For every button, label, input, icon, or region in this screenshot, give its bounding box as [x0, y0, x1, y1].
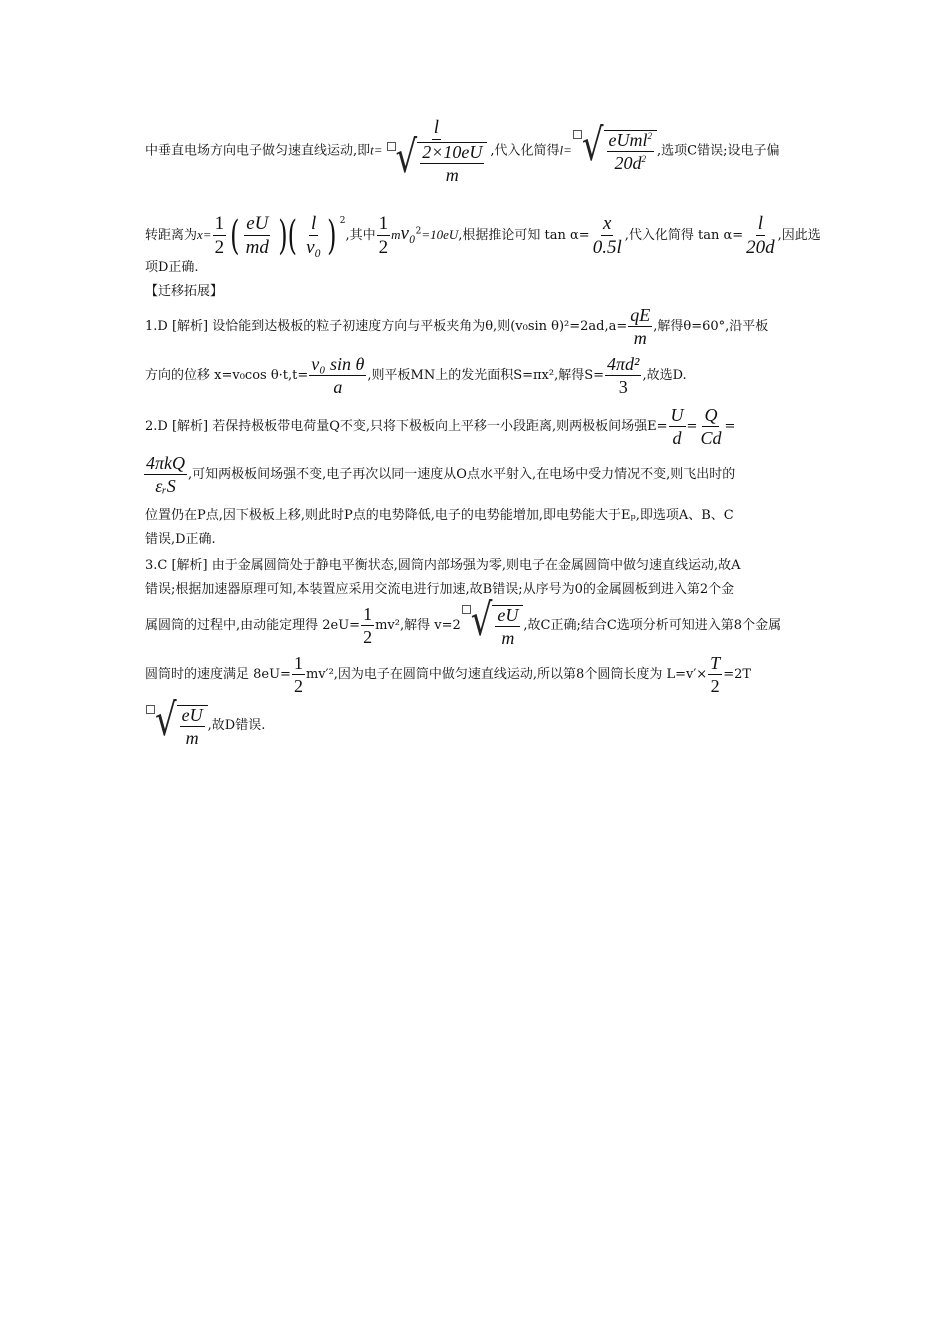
- text: 属圆筒的过程中,由动能定理得 2eU=: [145, 618, 361, 633]
- text: =2T: [723, 667, 752, 682]
- math-text: =10eU: [421, 227, 459, 242]
- num: eUml: [608, 130, 648, 150]
- q3-line5: [145, 694, 807, 752]
- q3-line1: [145, 556, 807, 576]
- text: =: [724, 419, 736, 434]
- fraction-s: $\frac{\text{4πd²}}{3}$: [607, 354, 640, 397]
- section-heading: [145, 282, 807, 302]
- heading-text: 【迁移拓展】: [145, 284, 224, 299]
- p3-line: [145, 258, 807, 278]
- text: ,因此选: [777, 228, 821, 243]
- text: mv²,解得 v=2: [375, 618, 461, 633]
- text: 位置仍在P点,因下极板上移,则此时P点的电势降低,电子的电势能增加,即电势能大于Eₚ,即选项A、B、C: [145, 508, 734, 523]
- text: 圆筒时的速度满足 8eU=: [145, 667, 291, 682]
- text: 错误,D正确.: [145, 532, 216, 547]
- fraction-half-4: $\frac{1}{2}$: [293, 653, 303, 696]
- text: ,故C正确;结合C选项分析可知进入第8个金属: [523, 618, 782, 633]
- fraction-4pikQ: $\frac{\text{4πkQ}}{\text{εᵣS}}$: [146, 453, 186, 496]
- fraction-t: l √ $\frac{2\times 10eU}{m}$: [384, 118, 490, 184]
- text: 中垂直电场方向电子做匀速直线运动,即: [145, 143, 371, 159]
- text: ,选项C错误;设电子偏: [657, 143, 780, 159]
- text: 转距离为: [145, 228, 198, 243]
- sup: 2: [339, 216, 346, 226]
- text: ,其中: [345, 228, 376, 243]
- fraction-eU-md: $\frac{eU}{md}$: [245, 213, 269, 258]
- text: ,故D错误.: [207, 718, 266, 733]
- math-text: l=: [559, 142, 572, 158]
- math-text: v₀: [400, 223, 416, 244]
- q2-line4: [145, 530, 807, 550]
- math-text: m: [391, 227, 401, 242]
- text: 方向的位移 x=v₀cos θ·t,t=: [145, 368, 309, 383]
- text: 2.D [解析] 若保持极板带电荷量Q不变,只将下极板向上平移一小段距离,则两极板间场强E=: [145, 419, 668, 434]
- text: ,代入化简得: [490, 143, 560, 159]
- fraction-half-3: $\frac{1}{2}$: [363, 604, 373, 647]
- fraction-T-2: $\frac{T}{2}$: [710, 653, 721, 696]
- q2-line3: [145, 506, 807, 526]
- text: ,代入化简得 tan α=: [624, 228, 744, 243]
- sqrt-eU-m-2: √ $\frac{eU}{m}$: [145, 705, 208, 747]
- den: 20d: [614, 153, 642, 173]
- q3-line3: [145, 594, 807, 650]
- text: 项D正确.: [145, 260, 199, 275]
- q2-line1: [145, 404, 807, 450]
- text: ,可知两极板间场强不变,电子再次以同一速度从O点水平射入,在电场中受力情况不变,则飞出时的: [188, 467, 736, 482]
- text: ,则平板MN上的发光面积S=πx²,解得S=: [367, 368, 605, 383]
- math-text: t=: [370, 142, 383, 158]
- fraction-a: $\frac{qE}{m}$: [630, 305, 651, 348]
- fraction-half: $\frac{1}{2}$: [214, 213, 225, 258]
- p2-line: 转距离为x= $\frac{1}{2}$ ( $\frac{eU}{md}$ )( $\frac{l}{\text{v₀}}$ ) $^2$,其中 $\frac{1}{2}$ mv₀$^2$=10eU,根据推论可知 tan α= $\frac{x}{0.5l}$ ,代入化简得 tan α= $\frac{l}{20d}$ ,因此选: [145, 212, 821, 259]
- text: ,故选D.: [642, 368, 687, 383]
- sqrt: √ $\frac{2\times 10eU}{m}$: [386, 142, 488, 184]
- text: 3.C [解析] 由于金属圆筒处于静电平衡状态,圆筒内部场强为零,则电子在金属圆筒中做匀速直线运动,故A: [145, 558, 741, 573]
- fraction-tan2: $\frac{l}{20d}$: [746, 213, 775, 258]
- sup: 2: [647, 131, 653, 141]
- p1-line: [145, 117, 807, 185]
- q2-line2: [143, 450, 807, 500]
- text: ,根据推论可知 tan α=: [458, 228, 590, 243]
- fraction-U-d: $\frac{U}{d}$: [670, 405, 684, 448]
- math-text: x=: [197, 227, 212, 242]
- fraction-half-2: $\frac{1}{2}$: [378, 213, 389, 258]
- text: =: [686, 419, 698, 434]
- q3-line4: [145, 650, 807, 700]
- fraction-t1: $\frac{\text{v₀ sin θ}}{a}$: [311, 354, 365, 397]
- sup: 2: [641, 154, 647, 164]
- fraction-Q-Cd: $\frac{Q}{Cd}$: [700, 405, 722, 448]
- solution-text: [145, 117, 821, 752]
- sup: 2: [415, 226, 422, 237]
- sqrt-l: √ $\frac{eUml^2}{20d^2}$: [572, 130, 657, 172]
- q1-line2: [145, 350, 807, 402]
- text: mv′²,因为电子在圆筒中做匀速直线运动,所以第8个圆筒长度为 L=v′×: [305, 667, 708, 682]
- text: 1.D [解析] 设恰能到达极板的粒子初速度方向与平板夹角为θ,则(v₀sin θ)²=2ad,a=: [145, 319, 628, 334]
- text: 错误;根据加速器原理可知,本装置应采用交流电进行加速,故B错误;从序号为0的金属圆板到进入第2个金: [145, 582, 735, 597]
- sqrt-eU-m: √ $\frac{eU}{m}$: [461, 605, 524, 647]
- fraction-tan1: $\frac{x}{0.5l}$: [592, 213, 622, 258]
- fraction-l-v0: $\frac{l}{\text{v₀}}$: [306, 213, 322, 258]
- q1-line1: [145, 306, 807, 346]
- text: ,解得θ=60°,沿平板: [653, 319, 769, 334]
